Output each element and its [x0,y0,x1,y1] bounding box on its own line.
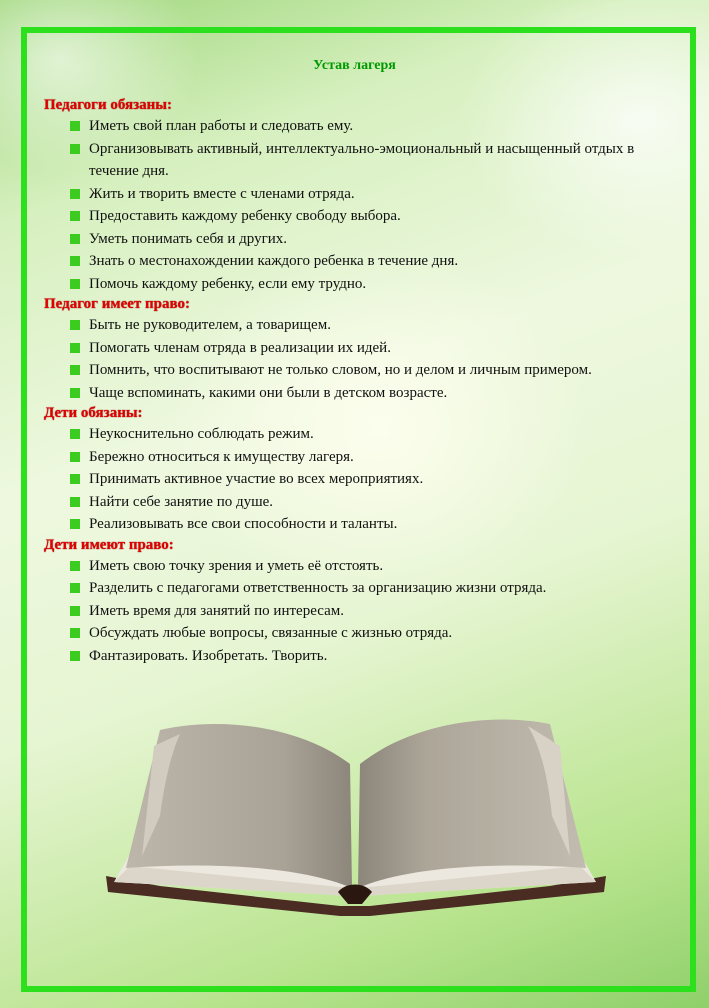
list-item [70,228,644,251]
list-item-text: Быть не руководителем, а товарищем. [89,317,331,333]
green-square-bullet-icon [70,256,80,266]
list-item-text: Знать о местонахождении каждого ребенка в течение дня. [89,253,459,269]
green-square-bullet-icon [70,583,80,593]
list-item-text: Иметь свой план работы и следовать ему. [89,118,354,134]
list-item-text: Уметь понимать себя и других. [89,230,288,247]
list-item [70,250,644,273]
green-square-bullet-icon [70,452,80,462]
list-item [70,446,644,469]
green-square-bullet-icon [70,189,80,199]
list-item-text: Фантазировать. Изобретать. Творить. [89,647,328,664]
green-square-bullet-icon [70,211,80,221]
list-item-text: Реализовывать все свои способности и таланты. [89,516,398,532]
green-square-bullet-icon [70,279,80,289]
green-square-bullet-icon [70,343,80,353]
green-square-bullet-icon [70,628,80,638]
green-square-bullet-icon [70,651,80,661]
rules-content [44,96,644,667]
list-item-text: Предоставить каждому ребенку свободу выбора. [89,208,401,224]
list-item-text: Обсуждать любые вопросы, связанные с жизнью отряда. [89,625,453,641]
green-square-bullet-icon [70,234,80,244]
list-item [70,359,644,382]
list-item [70,577,644,600]
list-item-text: Помочь каждому ребенку, если ему трудно. [89,275,367,292]
list-item [70,337,644,360]
list-item-text: Иметь время для занятий по интересам. [89,602,344,619]
green-square-bullet-icon [70,121,80,131]
list-item [70,513,644,536]
list-item [70,600,644,623]
list-item [70,138,644,183]
section-heading: Педагог имеет право: [44,296,190,312]
page-title: Устав лагеря [313,58,396,73]
green-square-bullet-icon [70,606,80,616]
green-square-bullet-icon [70,144,80,154]
rule-list [44,115,644,295]
list-item [70,115,644,138]
list-item [70,622,644,645]
green-square-bullet-icon [70,561,80,571]
green-square-bullet-icon [70,320,80,330]
green-square-bullet-icon [70,519,80,529]
list-item [70,205,644,228]
list-item [70,555,644,578]
green-square-bullet-icon [70,429,80,439]
list-item [70,468,644,491]
list-item-text: Помогать членам отряда в реализации их идей. [89,339,391,356]
rule-list [44,314,644,404]
list-item-text: Найти себе занятие по душе. [89,493,274,510]
list-item [70,273,644,296]
green-square-bullet-icon [70,474,80,484]
list-item [70,423,644,446]
green-square-bullet-icon [70,497,80,507]
list-item-text: Принимать активное участие во всех мероприятиях. [89,471,424,487]
list-item [70,491,644,514]
list-item-text: Иметь свою точку зрения и уметь её отстоять. [89,557,384,574]
green-square-bullet-icon [70,365,80,375]
list-item [70,183,644,206]
list-item-text: Разделить с педагогами ответственность за организацию жизни отряда. [89,580,547,596]
list-item [70,382,644,405]
list-item-text: Бережно относиться к имуществу лагеря. [89,448,354,465]
section-heading: Дети обязаны: [44,405,143,421]
list-item-text: Чаще вспоминать, какими они были в детском возрасте. [89,384,448,401]
list-item [70,645,644,668]
section-heading: Педагоги обязаны: [44,97,172,113]
rule-list [44,423,644,536]
list-item-text: Жить и творить вместе с членами отряда. [89,185,355,202]
open-book-icon [100,716,610,916]
green-square-bullet-icon [70,388,80,398]
list-item-text: Неукоснительно соблюдать режим. [89,426,314,442]
list-item [70,314,644,337]
list-item-text: Организовывать активный, интеллектуально-эмоциональный и насыщенный отдых в течение дня. [89,140,635,179]
section-heading: Дети имеют право: [44,536,174,553]
list-item-text: Помнить, что воспитывают не только словом, но и делом и личным примером. [89,362,592,378]
rule-list [44,555,644,668]
